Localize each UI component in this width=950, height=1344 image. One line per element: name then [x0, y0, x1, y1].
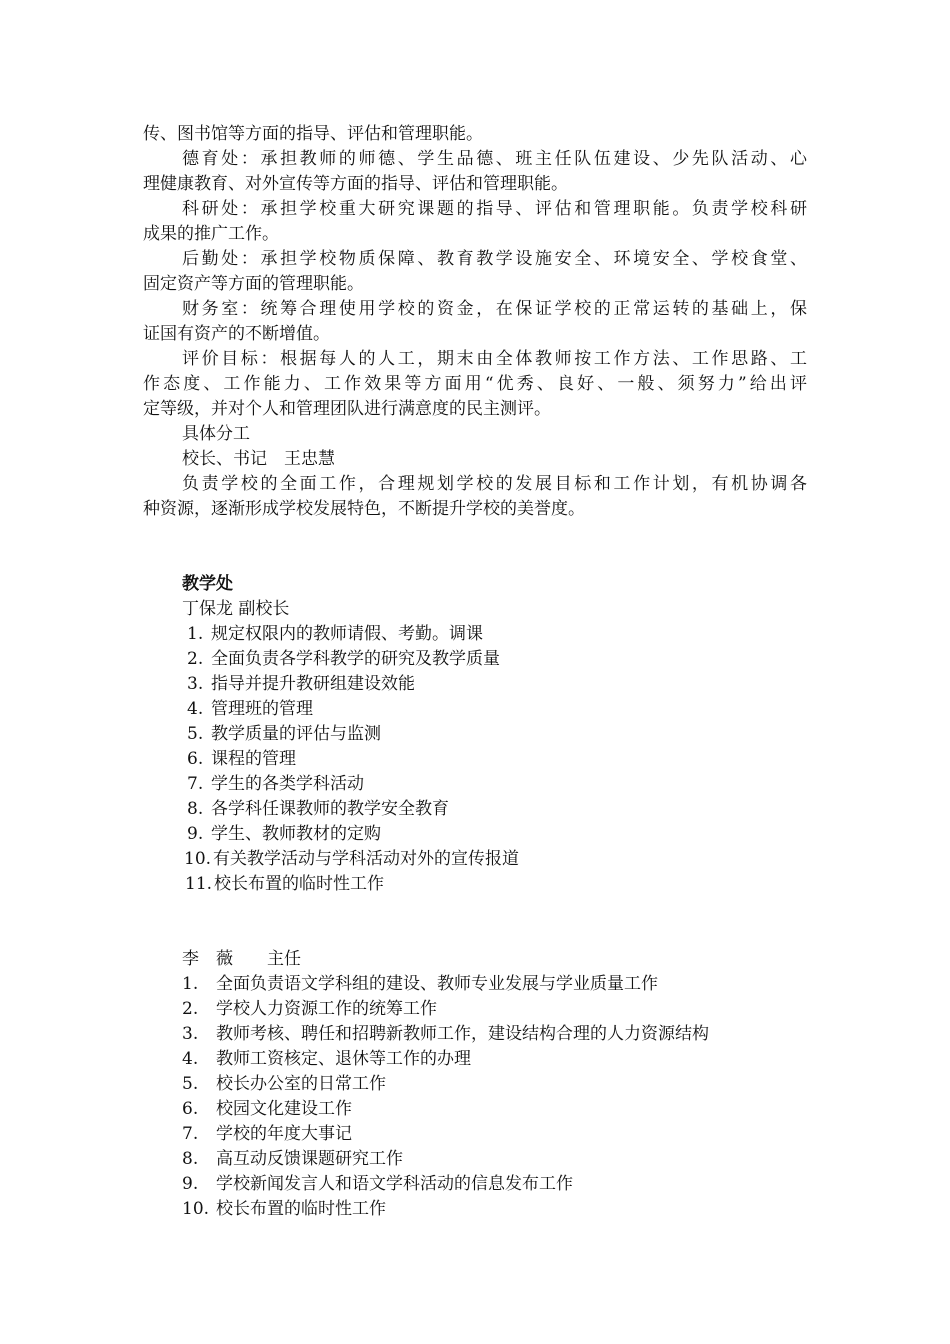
paragraph-line: 传、图书馆等方面的指导、评估和管理职能。	[143, 124, 483, 144]
list-item	[143, 847, 807, 872]
list-item	[143, 822, 807, 847]
paragraph-line: 证国有资产的不断增值。	[143, 324, 330, 344]
paragraph-line: 评价目标：根据每人的人工，期末由全体教师按工作方法、工作思路、工	[182, 349, 807, 369]
list-number: 3.	[182, 1024, 199, 1044]
person-line: 丁保龙 副校长	[182, 599, 290, 619]
list-item	[143, 1147, 807, 1172]
list-item	[143, 797, 807, 822]
blank-line	[143, 547, 807, 572]
list-text: 学生、教师教材的定购	[211, 824, 381, 844]
list-text: 指导并提升教研组建设效能	[211, 674, 415, 694]
list-item	[143, 672, 807, 697]
list-text: 教师考核、聘任和招聘新教师工作，建设结构合理的人力资源结构	[216, 1024, 709, 1044]
list-number: 10.	[182, 1199, 210, 1219]
list-item	[143, 1122, 807, 1147]
list-item	[143, 997, 807, 1022]
paragraph-line: 理健康教育、对外宣传等方面的指导、评估和管理职能。	[143, 174, 568, 194]
list-text: 高互动反馈课题研究工作	[216, 1149, 403, 1169]
list-number: 7.	[182, 1124, 199, 1144]
list-item	[143, 622, 807, 647]
list-text: 全面负责各学科教学的研究及教学质量	[211, 649, 500, 669]
list-number: 6.	[182, 1099, 199, 1119]
paragraph-line: 财务室：统筹合理使用学校的资金，在保证学校的正常运转的基础上，保	[182, 299, 807, 319]
list-text: 教师工资核定、退休等工作的办理	[216, 1049, 471, 1069]
list-number: 1.	[187, 624, 204, 644]
list-number: 4.	[187, 699, 204, 719]
list-number: 8.	[187, 799, 204, 819]
list-item	[143, 1072, 807, 1097]
paragraph-line: 德育处：承担教师的师德、学生品德、班主任队伍建设、少先队活动、心	[182, 149, 807, 169]
paragraph-line: 固定资产等方面的管理职能。	[143, 274, 364, 294]
list-text: 学生的各类学科活动	[211, 774, 364, 794]
list-number: 4.	[182, 1049, 199, 1069]
paragraph-line: 后勤处：承担学校物质保障、教育教学设施安全、环境安全、学校食堂、	[182, 249, 807, 269]
list-number: 9.	[182, 1174, 199, 1194]
principal-line: 校长、书记 王忠慧	[182, 449, 335, 469]
list-number: 9.	[187, 824, 204, 844]
list-number: 8.	[182, 1149, 199, 1169]
list-number: 7.	[187, 774, 204, 794]
list-item	[143, 1172, 807, 1197]
list-text: 课程的管理	[211, 749, 296, 769]
list-text: 全面负责语文学科组的建设、教师专业发展与学业质量工作	[216, 974, 658, 994]
section-heading: 教学处	[182, 574, 233, 594]
list-item	[143, 1022, 807, 1047]
list-text: 学校新闻发言人和语文学科活动的信息发布工作	[216, 1174, 573, 1194]
list-text: 教学质量的评估与监测	[211, 724, 381, 744]
person-line: 李 薇 主任	[182, 949, 301, 969]
blank-line	[143, 897, 807, 922]
blank-line	[143, 522, 807, 547]
paragraph-line: 科研处：承担学校重大研究课题的指导、评估和管理职能。负责学校科研	[182, 199, 807, 219]
paragraph-line: 作态度、工作能力、工作效果等方面用“优秀、良好、一般、须努力”给出评	[143, 374, 807, 394]
blank-line	[143, 922, 807, 947]
paragraph-line: 成果的推广工作。	[143, 224, 279, 244]
list-number: 2.	[182, 999, 199, 1019]
list-number: 6.	[187, 749, 204, 769]
list-number: 5.	[182, 1074, 199, 1094]
list-number: 2.	[187, 649, 204, 669]
list-text: 校长布置的临时性工作	[214, 874, 384, 894]
list-text: 校长布置的临时性工作	[216, 1199, 386, 1219]
list-item	[143, 1097, 807, 1122]
list-number: 3.	[187, 674, 204, 694]
list-text: 各学科任课教师的教学安全教育	[211, 799, 449, 819]
list-item	[143, 1197, 807, 1222]
list-item	[143, 872, 807, 897]
list-text: 管理班的管理	[211, 699, 313, 719]
principal-duty-line: 种资源，逐渐形成学校发展特色，不断提升学校的美誉度。	[143, 499, 585, 519]
paragraph-line: 定等级，并对个人和管理团队进行满意度的民主测评。	[143, 399, 551, 419]
list-item	[143, 722, 807, 747]
division-title: 具体分工	[182, 424, 250, 444]
principal-duty-line: 负责学校的全面工作，合理规划学校的发展目标和工作计划，有机协调各	[182, 474, 807, 494]
list-text: 学校人力资源工作的统筹工作	[216, 999, 437, 1019]
list-number: 1.	[182, 974, 199, 994]
list-number: 10.	[184, 849, 212, 869]
list-item	[143, 747, 807, 772]
list-item	[143, 647, 807, 672]
list-item	[143, 697, 807, 722]
list-text: 学校的年度大事记	[216, 1124, 352, 1144]
list-item	[143, 1047, 807, 1072]
list-number: 5.	[187, 724, 204, 744]
list-item	[143, 972, 807, 997]
list-text: 校长办公室的日常工作	[216, 1074, 386, 1094]
list-text: 有关教学活动与学科活动对外的宣传报道	[213, 849, 519, 869]
list-text: 校园文化建设工作	[216, 1099, 352, 1119]
list-number: 11.	[185, 874, 213, 894]
list-text: 规定权限内的教师请假、考勤。调课	[211, 624, 483, 644]
list-item	[143, 772, 807, 797]
document-page	[143, 122, 807, 1222]
